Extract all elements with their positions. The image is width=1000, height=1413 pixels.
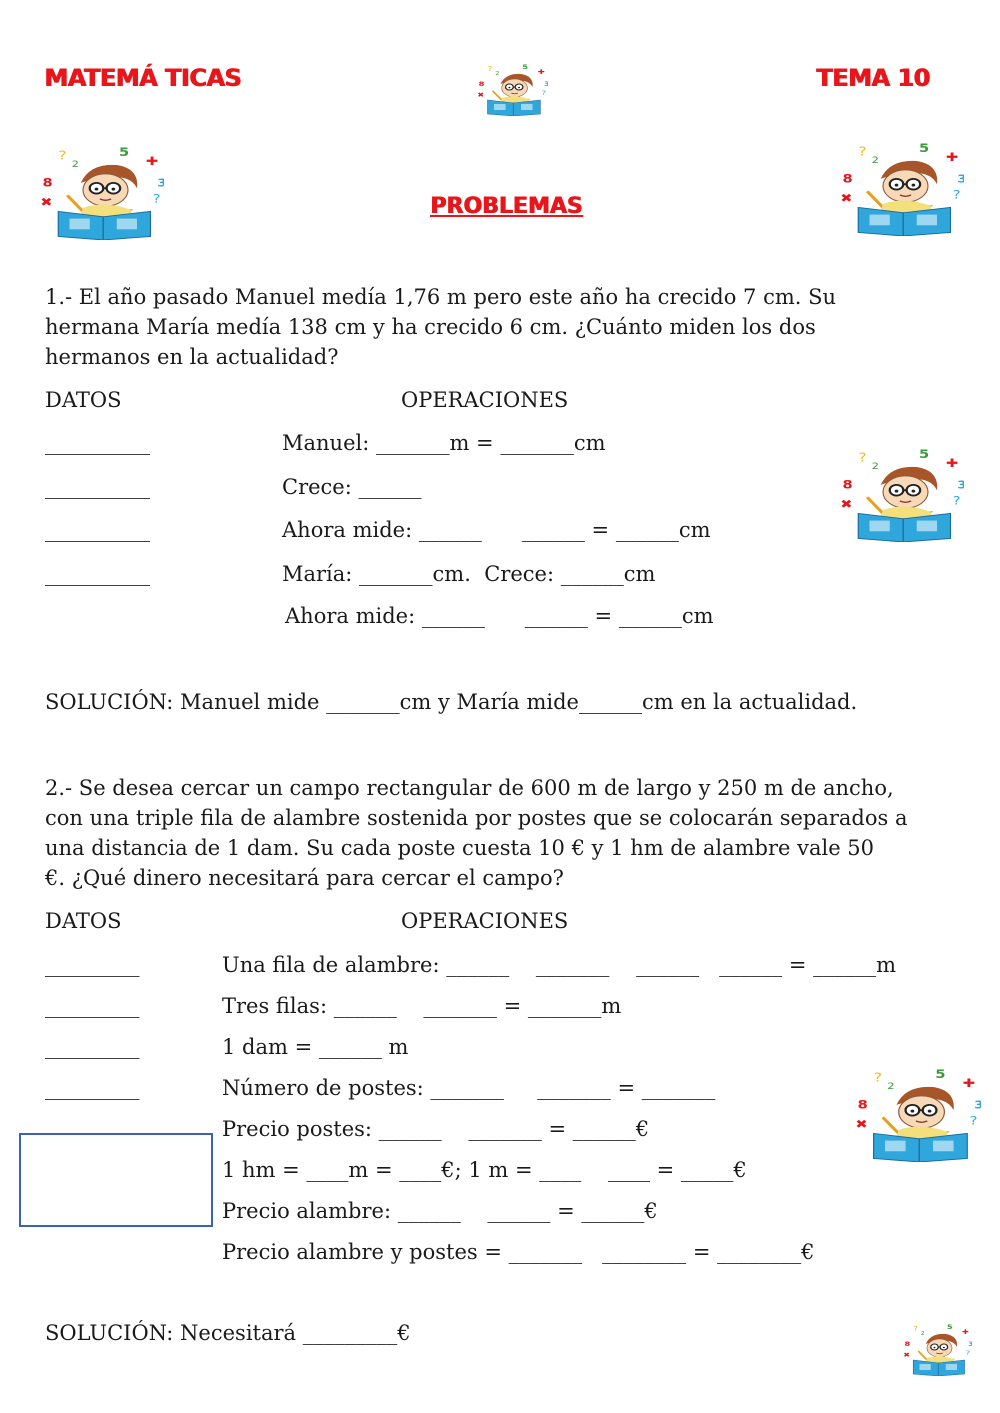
- child-reading-book-clipart-icon: [838, 442, 964, 542]
- operation-line[interactable]: 1 hm = ____m = ____€; 1 m = ____ ____ = _____€: [222, 1158, 747, 1182]
- operation-line[interactable]: Una fila de alambre: ______ _______ ______ ______ = ______m: [222, 953, 896, 977]
- operation-line[interactable]: Precio alambre y postes = _______ ________ = ________€: [222, 1240, 815, 1264]
- statement-line: hermana María medía 138 cm y ha crecido 6 cm. ¿Cuánto miden los dos: [45, 315, 816, 339]
- datos-blank[interactable]: __________: [45, 518, 150, 542]
- operation-line[interactable]: 1 dam = ______ m: [222, 1035, 409, 1059]
- statement-line: 1.- El año pasado Manuel medía 1,76 m pero este año ha crecido 7 cm. Su: [45, 285, 837, 309]
- operation-line[interactable]: María: _______cm. Crece: ______cm: [282, 562, 656, 586]
- child-reading-book-clipart-icon: [476, 60, 548, 116]
- datos-blank[interactable]: __________: [45, 475, 150, 499]
- answer-box[interactable]: [19, 1133, 213, 1227]
- operation-line[interactable]: Precio postes: ______ _______ = ______€: [222, 1117, 650, 1141]
- operation-line[interactable]: Número de postes: _______ _______ = _______: [222, 1076, 716, 1100]
- operation-line[interactable]: Tres filas: ______ _______ = _______m: [222, 994, 622, 1018]
- page-title: PROBLEMAS: [430, 194, 583, 219]
- operation-line[interactable]: Ahora mide: ______ ______ = ______cm: [282, 518, 711, 542]
- operation-line[interactable]: Manuel: _______m = _______cm: [282, 431, 606, 455]
- problem2-statement: [45, 773, 975, 893]
- unit-heading: TEMA 10: [816, 64, 930, 92]
- problem1-operaciones-label: OPERACIONES: [401, 388, 569, 412]
- datos-blank[interactable]: _________: [45, 1035, 140, 1059]
- problem2-operaciones-label: OPERACIONES: [401, 909, 569, 933]
- problem1-statement: [45, 282, 975, 372]
- datos-blank[interactable]: __________: [45, 431, 150, 455]
- subject-heading: MATEMÁ TICAS: [44, 64, 241, 92]
- problem2-datos-label: DATOS: [45, 909, 122, 933]
- child-reading-book-clipart-icon: [902, 1320, 972, 1376]
- statement-line: con una triple fila de alambre sostenida por postes que se colocarán separados a: [45, 806, 908, 830]
- problem1-solution[interactable]: SOLUCIÓN: Manuel mide _______cm y María mide______cm en la actualidad.: [45, 690, 858, 714]
- child-reading-book-clipart-icon: [38, 140, 164, 240]
- problem1-datos-label: DATOS: [45, 388, 122, 412]
- datos-blank[interactable]: _________: [45, 953, 140, 977]
- operation-line[interactable]: Ahora mide: ______ ______ = ______cm: [285, 604, 714, 628]
- child-reading-book-clipart-icon: [838, 136, 964, 236]
- statement-line: 2.- Se desea cercar un campo rectangular de 600 m de largo y 250 m de ancho,: [45, 776, 894, 800]
- child-reading-book-clipart-icon: [853, 1062, 981, 1162]
- datos-blank[interactable]: _________: [45, 1076, 140, 1100]
- operation-line[interactable]: Precio alambre: ______ ______ = ______€: [222, 1199, 658, 1223]
- datos-blank[interactable]: __________: [45, 562, 150, 586]
- statement-line: hermanos en la actualidad?: [45, 345, 339, 369]
- problem2-solution[interactable]: SOLUCIÓN: Necesitará _________€: [45, 1321, 411, 1345]
- statement-line: una distancia de 1 dam. Su cada poste cuesta 10 € y 1 hm de alambre vale 50: [45, 836, 875, 860]
- operation-line[interactable]: Crece: ______: [282, 475, 422, 499]
- datos-blank[interactable]: _________: [45, 994, 140, 1018]
- statement-line: €. ¿Qué dinero necesitará para cercar el campo?: [45, 866, 564, 890]
